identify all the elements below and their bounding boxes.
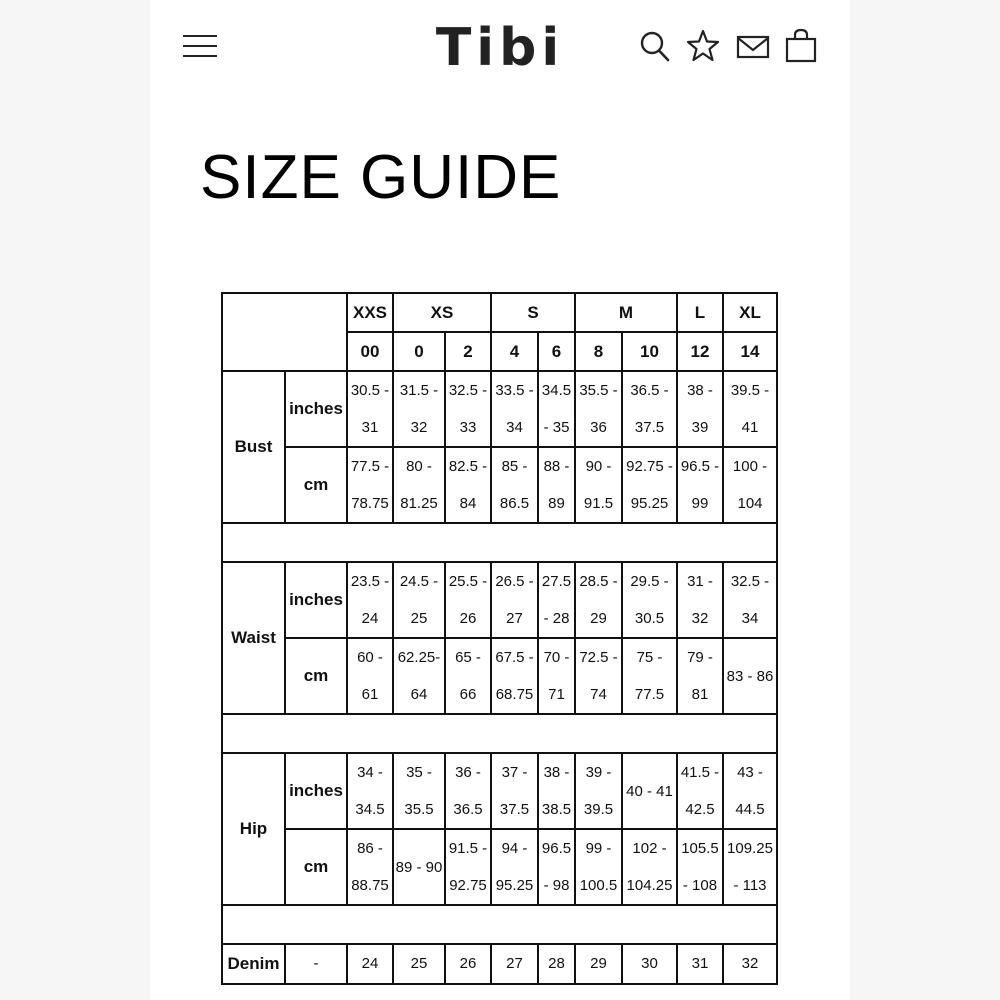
size-group-header: XS [393,293,491,332]
cell-line: 77.5 - [350,458,390,475]
cell-line: 75 - [636,649,663,666]
cell-line: 34 [506,419,523,436]
cell-line: 65 - [455,649,481,666]
measurement-cell [491,447,538,523]
unit-label: inches [285,562,347,638]
measurement-cell [677,753,723,829]
menu-icon[interactable] [183,33,219,59]
cell-line: 86.5 [499,495,530,512]
cell-line: 38 - [687,382,713,399]
size-number-header: 4 [491,332,538,371]
measurement-cell [723,753,777,829]
cell-line: 34.5 [355,801,385,818]
cell-line: 37.5 [634,419,665,436]
measurement-cell [347,753,393,829]
cell-line: 95.25 [630,495,669,512]
cell-line: 64 [410,686,428,703]
measurement-cell [393,562,445,638]
cell-line: 68.75 [495,686,534,703]
cell-line: 41 [741,419,759,436]
measurement-cell [445,638,491,714]
cell-line: 39.5 - [730,382,770,399]
measurement-cell [347,562,393,638]
unit-label: cm [285,638,347,714]
cell-line: 38.5 [541,801,572,818]
measurement-cell [723,371,777,447]
unit-label: inches [285,753,347,829]
cell-line: 83 - 86 [726,667,774,685]
size-number-header: 14 [723,332,777,371]
cell-line: 84 [459,495,477,512]
measurement-cell [677,562,723,638]
measurement-cell [677,638,723,714]
cell-line: 26 [459,610,477,627]
measurement-cell [622,562,677,638]
measurement-cell [575,371,622,447]
page [150,0,850,1000]
cell-line: 102 - [632,840,667,857]
measure-row [222,371,777,447]
cell-line: 35.5 - [579,382,618,399]
cell-line: 77.5 [634,686,665,703]
measurement-cell [723,638,777,714]
cell-line: 89 [548,495,565,512]
measure-row [222,562,777,638]
measurement-cell [622,638,677,714]
cell-line: - 113 [733,877,767,894]
measure-row [222,447,777,523]
cell-line: 32 [410,419,428,436]
cell-line: 34 - [357,764,383,781]
measurement-cell [347,371,393,447]
measurement-cell [723,829,777,905]
cell-line: 96.5 [541,840,572,857]
cell-line: 104.25 [626,877,673,894]
measurement-cell [723,562,777,638]
measurement-cell [622,753,677,829]
measurement-cell [445,562,491,638]
spacer-cell [222,714,777,753]
cell-line: 100.5 [579,877,618,894]
cell-line: 91.5 [583,495,614,512]
cell-line: 29 [590,610,607,627]
measurement-cell [538,371,575,447]
search-icon[interactable] [638,28,672,64]
cell-line: 72.5 - [579,649,618,666]
cell-line: 91.5 - [448,840,488,857]
measurement-cell [575,562,622,638]
size-group-row [222,293,777,332]
star-icon[interactable] [686,28,720,64]
measure-row [222,753,777,829]
cell-line: 24 [361,610,379,627]
cell-line: - 35 [543,419,570,436]
cell-line: 39 - [585,764,612,781]
cell-line: 25 [410,610,428,627]
denim-label: Denim [222,944,285,984]
measurement-cell [622,371,677,447]
menu-bar [183,45,217,47]
cell-line: 89 - 90 [395,858,443,876]
cell-line: 30.5 - [350,382,390,399]
cell-line: 31 [361,419,379,436]
cell-line: 85 - [501,458,528,475]
measurement-cell [445,829,491,905]
cell-line: 95.25 [495,877,534,894]
spacer-row [222,714,777,753]
cell-line: 81.25 [400,495,438,512]
measure-label: Hip [222,753,285,905]
measurement-cell [538,562,575,638]
cell-line: 32.5 - [730,573,770,590]
mail-icon[interactable] [736,28,770,64]
cell-line: - 98 [543,877,570,894]
cell-line: 34.5 [541,382,572,399]
cell-line: - 108 [682,877,718,894]
cell-line: 37 - [501,764,528,781]
cell-line: 31.5 - [399,382,439,399]
size-number-header: 8 [575,332,622,371]
cell-line: 36 [590,419,607,436]
cell-line: 105.5 [681,840,719,857]
menu-bar [183,35,217,37]
spacer-cell [222,905,777,944]
cell-line: 40 - 41 [626,782,673,800]
size-number-header: 00 [347,332,393,371]
cell-line: 26.5 - [495,573,534,590]
measurement-cell [393,753,445,829]
cell-line: 74 [590,686,607,703]
cell-line: 94 - [501,840,528,857]
unit-label: cm [285,447,347,523]
size-number-header: 0 [393,332,445,371]
measurement-cell [575,638,622,714]
cell-line: 82.5 - [448,458,488,475]
measurement-cell [575,829,622,905]
cell-line: 90 - [585,458,612,475]
measure-label: Bust [222,371,285,523]
measurement-cell [393,371,445,447]
size-guide-table [221,292,778,985]
denim-size-cell: 27 [491,944,538,984]
cell-line: 80 - [406,458,432,475]
denim-size-cell: 25 [393,944,445,984]
cell-line: 88.75 [351,877,389,894]
cell-line: 86 - [357,840,383,857]
size-number-header: 6 [538,332,575,371]
measurement-cell [347,829,393,905]
page-title: SIZE GUIDE [200,143,562,212]
cell-line: - 28 [543,610,570,627]
cell-line: 104 [737,495,763,512]
size-group-header: M [575,293,677,332]
measurement-cell [491,829,538,905]
spacer-cell [222,523,777,562]
size-group-header: XXS [347,293,393,332]
cell-line: 70 - [543,649,570,666]
cell-line: 30.5 [634,610,665,627]
table-corner [222,293,347,371]
unit-label: inches [285,371,347,447]
measurement-cell [347,638,393,714]
size-number-header: 10 [622,332,677,371]
cell-line: 99 - [585,840,612,857]
spacer-row [222,523,777,562]
cell-line: 33.5 - [495,382,534,399]
cell-line: 36.5 - [630,382,669,399]
cell-line: 62.25- [397,649,441,666]
size-group-header: XL [723,293,777,332]
measurement-cell [538,753,575,829]
cell-line: 96.5 - [680,458,720,475]
measurement-cell [393,638,445,714]
header [150,0,850,100]
cell-line: 35.5 [404,801,434,818]
cell-line: 79 - [687,649,713,666]
cell-line: 71 [548,686,565,703]
brand-logo[interactable]: Tibi [435,18,565,78]
cell-line: 43 - [737,764,763,781]
measurement-cell [538,638,575,714]
size-number-header: 2 [445,332,491,371]
cell-line: 36 - [455,764,481,781]
cell-line: 41.5 - [680,764,720,781]
cell-line: 37.5 [499,801,530,818]
cell-line: 33 [459,419,477,436]
measurement-cell [347,447,393,523]
measurement-cell [445,371,491,447]
cell-line: 92.75 [449,877,487,894]
measurement-cell [393,447,445,523]
cell-line: 36.5 [453,801,483,818]
measurement-cell [538,447,575,523]
cell-line: 60 - [357,649,383,666]
measurement-cell [677,447,723,523]
measure-row [222,829,777,905]
cell-line: 99 [691,495,709,512]
cell-line: 23.5 - [350,573,390,590]
denim-size-cell: 31 [677,944,723,984]
measurement-cell [491,371,538,447]
cell-line: 34 [741,610,759,627]
denim-size-cell: 29 [575,944,622,984]
cell-line: 109.25 [727,840,773,857]
cell-line: 100 - [732,458,768,475]
cell-line: 39.5 [583,801,614,818]
cell-line: 78.75 [351,495,389,512]
denim-unit-cell: - [285,944,347,984]
measurement-cell [677,829,723,905]
cell-line: 27.5 [541,573,572,590]
cell-line: 81 [691,686,709,703]
cell-line: 35 - [406,764,432,781]
cell-line: 44.5 [735,801,765,818]
cell-line: 28.5 - [579,573,618,590]
menu-bar [183,55,217,57]
measurement-cell [445,447,491,523]
spacer-row [222,905,777,944]
cell-line: 66 [459,686,477,703]
denim-size-cell: 24 [347,944,393,984]
measurement-cell [677,371,723,447]
cell-line: 39 [691,419,709,436]
measurement-cell [723,447,777,523]
cell-line: 88 - [543,458,570,475]
measurement-cell [575,447,622,523]
measurement-cell [575,753,622,829]
size-group-header: L [677,293,723,332]
cell-line: 92.75 - [626,458,673,475]
cell-line: 67.5 - [495,649,534,666]
measurement-cell [445,753,491,829]
measurement-cell [491,753,538,829]
measurement-cell [622,447,677,523]
measurement-cell [491,638,538,714]
denim-row [222,944,777,984]
cell-line: 29.5 - [630,573,669,590]
shopping-bag-icon[interactable] [784,28,818,64]
denim-size-cell: 32 [723,944,777,984]
cell-line: 61 [361,686,379,703]
measure-row [222,638,777,714]
cell-line: 42.5 [685,801,715,818]
cell-line: 24.5 - [399,573,439,590]
measure-label: Waist [222,562,285,714]
cell-line: 32 [691,610,709,627]
size-number-header: 12 [677,332,723,371]
measurement-cell [538,829,575,905]
measurement-cell [491,562,538,638]
cell-line: 38 - [543,764,570,781]
measurement-cell [393,829,445,905]
cell-line: 27 [506,610,523,627]
cell-line: 32.5 - [448,382,488,399]
unit-label: cm [285,829,347,905]
denim-size-cell: 30 [622,944,677,984]
denim-size-cell: 28 [538,944,575,984]
cell-line: 31 - [687,573,713,590]
cell-line: 25.5 - [448,573,488,590]
denim-size-cell: 26 [445,944,491,984]
size-group-header: S [491,293,575,332]
measurement-cell [622,829,677,905]
